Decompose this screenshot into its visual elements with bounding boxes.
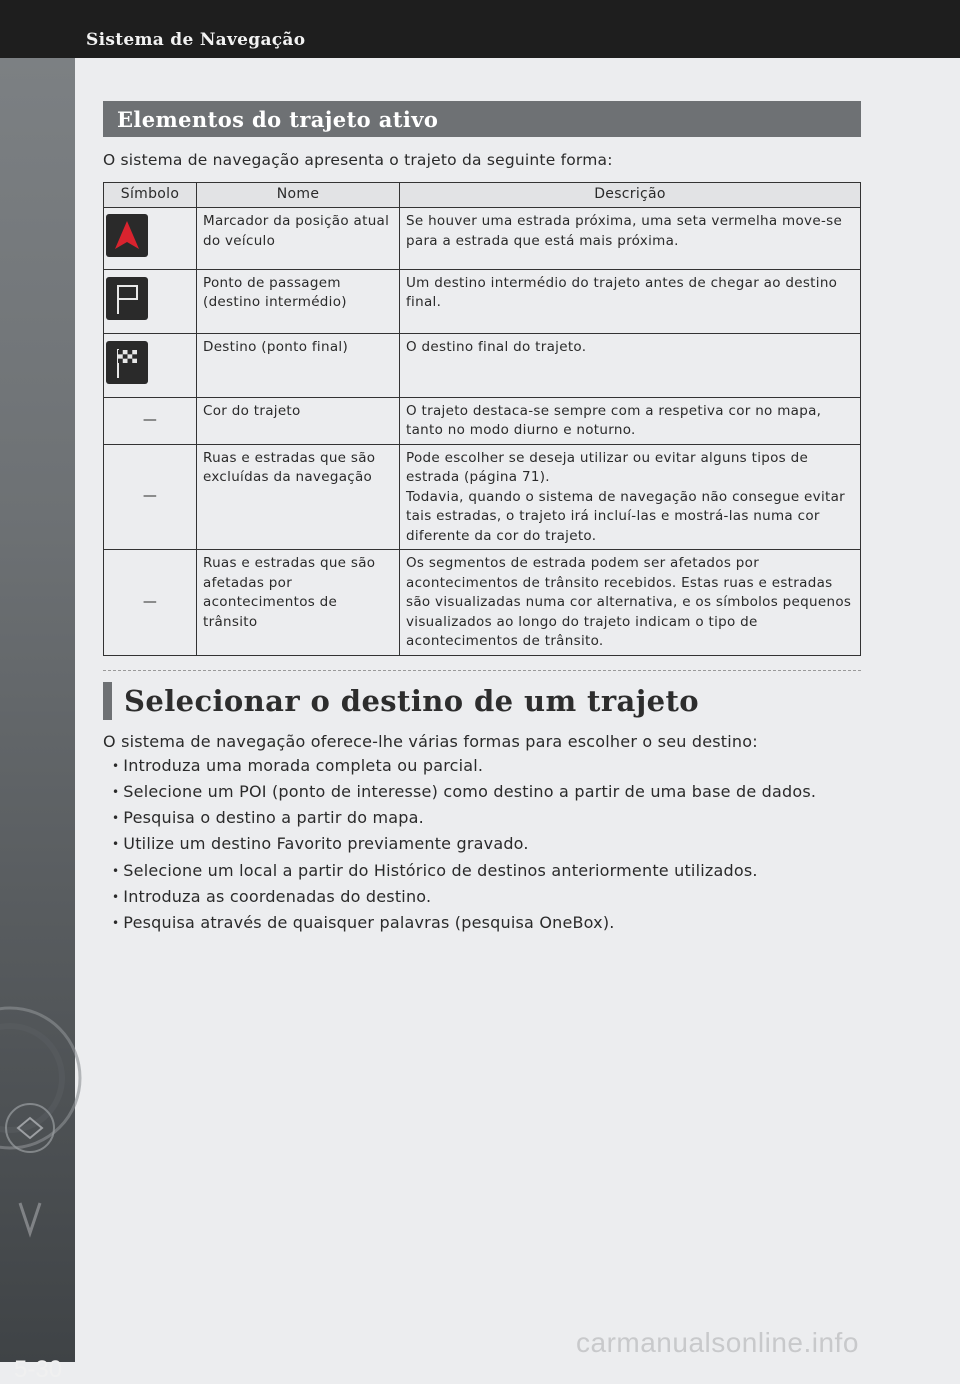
description-line: Pode escolher se deseja utilizar ou evitar alguns tipos de estrada (página 71). bbox=[406, 449, 809, 485]
description-cell: O destino final do trajeto. bbox=[400, 333, 861, 397]
section-intro: O sistema de navegação oferece-lhe várias formas para escolher o seu destino: bbox=[103, 731, 758, 751]
section-intro: O sistema de navegação apresenta o trajeto da seguinte forma: bbox=[103, 151, 613, 169]
route-elements-table bbox=[103, 182, 861, 656]
description-cell bbox=[400, 444, 861, 550]
description-cell: Se houver uma estrada próxima, uma seta vermelha move-se para a estrada que está mais próxima. bbox=[400, 208, 861, 270]
symbol-cell bbox=[104, 269, 197, 333]
checkered-flag-icon bbox=[106, 341, 148, 384]
symbol-cell bbox=[104, 550, 197, 656]
table-row bbox=[104, 550, 861, 656]
vehicle-position-icon bbox=[106, 214, 148, 257]
table-row bbox=[104, 269, 861, 333]
symbol-cell bbox=[104, 444, 197, 550]
section-heading-text: Selecionar o destino de um trajeto bbox=[124, 683, 699, 718]
list-item: • Selecione um POI (ponto de interesse) como destino a partir de uma base de dados. bbox=[112, 779, 861, 805]
symbol-cell bbox=[104, 397, 197, 444]
symbol-cell bbox=[104, 208, 197, 270]
list-item: • Pesquisa através de quaisquer palavras (pesquisa OneBox). bbox=[112, 910, 861, 936]
name-cell: Ruas e estradas que são afetadas por acontecimentos de trânsito bbox=[197, 550, 400, 656]
description-line: Todavia, quando o sistema de navegação não consegue evitar tais estradas, o trajeto irá incluí-las e mostrá-las numa cor diferente da cor do trajeto. bbox=[406, 488, 846, 544]
destination-options-list bbox=[103, 753, 861, 937]
empty-symbol-dash: — bbox=[142, 488, 158, 504]
chapter-title: Sistema de Navegação bbox=[86, 30, 306, 50]
name-cell: Ponto de passagem (destino intermédio) bbox=[197, 269, 400, 333]
name-cell: Marcador da posição atual do veículo bbox=[197, 208, 400, 270]
section-title-bar: Elementos do trajeto ativo bbox=[103, 101, 861, 137]
description-cell: O trajeto destaca-se sempre com a respetiva cor no mapa, tanto no modo diurno e noturno. bbox=[400, 397, 861, 444]
section-divider bbox=[103, 670, 861, 671]
table-row bbox=[104, 397, 861, 444]
header-description: Descrição bbox=[400, 183, 861, 208]
name-cell: Ruas e estradas que são excluídas da navegação bbox=[197, 444, 400, 550]
name-cell: Cor do trajeto bbox=[197, 397, 400, 444]
steering-wheel-illustration bbox=[0, 938, 75, 1238]
empty-symbol-dash: — bbox=[142, 593, 158, 610]
sidebar-decoration bbox=[0, 58, 75, 1383]
list-item: • Pesquisa o destino a partir do mapa. bbox=[112, 805, 861, 831]
list-item: • Introduza uma morada completa ou parcial. bbox=[112, 753, 861, 779]
section-heading bbox=[103, 680, 861, 722]
waypoint-flag-icon bbox=[106, 277, 148, 320]
header-bar bbox=[0, 0, 960, 58]
table-header-row bbox=[104, 183, 861, 208]
list-item: • Selecione um local a partir do Histórico de destinos anteriormente utilizados. bbox=[112, 858, 861, 884]
name-cell: Destino (ponto final) bbox=[197, 333, 400, 397]
list-item: • Introduza as coordenadas do destino. bbox=[112, 884, 861, 910]
description-cell: Os segmentos de estrada podem ser afetados por acontecimentos de trânsito recebidos. Estas ruas e estradas são visualizadas numa cor alternativa, e os símbolos pequenos visualizados ao longo do trajeto indicam o tipo de acontecimentos de trânsito. bbox=[400, 550, 861, 656]
page-content bbox=[103, 101, 861, 937]
list-item: • Utilize um destino Favorito previamente gravado. bbox=[112, 831, 861, 857]
symbol-cell bbox=[104, 333, 197, 397]
header-symbol: Símbolo bbox=[104, 183, 197, 208]
description-cell: Um destino intermédio do trajeto antes de chegar ao destino final. bbox=[400, 269, 861, 333]
table-row bbox=[104, 444, 861, 550]
empty-symbol-dash: — bbox=[142, 411, 158, 428]
table-row bbox=[104, 333, 861, 397]
heading-accent-bar bbox=[103, 682, 112, 720]
page-number: 5-30 bbox=[14, 1356, 63, 1383]
watermark: carmanualsonline.info bbox=[576, 1327, 859, 1358]
table-row bbox=[104, 208, 861, 270]
header-name: Nome bbox=[197, 183, 400, 208]
